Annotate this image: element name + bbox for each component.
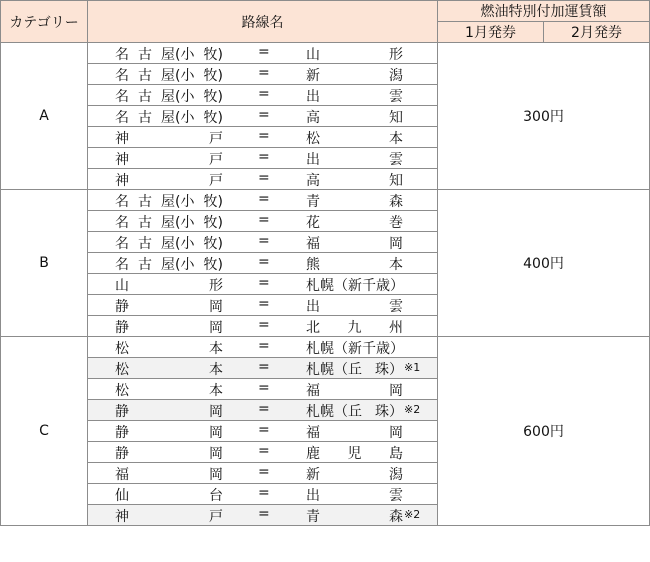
origin-text-part: 屋(小	[161, 47, 195, 63]
category-cell: A	[1, 43, 88, 190]
route-separator: =	[258, 401, 270, 417]
route-cell	[88, 358, 438, 379]
origin-text-part: 本	[209, 341, 223, 357]
table-row	[1, 190, 650, 211]
destination-text-part: 形	[389, 47, 403, 63]
route-separator: =	[258, 65, 270, 81]
destination-text-part: 出	[306, 299, 320, 315]
origin-text-part: 静	[115, 404, 129, 420]
route-separator: =	[258, 149, 270, 165]
destination-text-part: 花	[306, 215, 320, 231]
destination-text-part: 札幌（新千歳）	[306, 278, 404, 294]
destination-airport	[306, 443, 403, 463]
origin-airport	[115, 380, 223, 400]
origin-text-part: 岡	[209, 425, 223, 441]
origin-text-part: 山	[115, 278, 129, 294]
origin-text-part: 名	[115, 236, 129, 252]
origin-text-part: 台	[209, 488, 223, 504]
origin-text-part: 牧)	[203, 68, 223, 84]
destination-text-part: 本	[389, 257, 403, 273]
route-separator: =	[258, 443, 270, 459]
destination-airport	[306, 296, 403, 316]
category-cell: B	[1, 190, 88, 337]
route-cell	[88, 127, 438, 148]
destination-text-part: 森	[389, 194, 403, 210]
origin-airport	[115, 107, 223, 127]
origin-text-part: 古	[138, 236, 153, 252]
origin-text-part: 牧)	[203, 215, 223, 231]
origin-text-part: 神	[115, 509, 129, 525]
origin-airport	[115, 317, 223, 337]
origin-airport	[115, 401, 223, 421]
destination-airport	[306, 317, 403, 337]
destination-text-part: 福	[306, 383, 320, 399]
origin-airport	[115, 44, 223, 64]
origin-text-part: 名	[115, 68, 129, 84]
origin-airport	[115, 65, 223, 85]
origin-text-part: 名	[115, 257, 129, 273]
origin-text-part: 松	[115, 383, 129, 399]
destination-airport	[306, 380, 403, 400]
route-separator: =	[258, 254, 270, 270]
destination-airport	[306, 254, 403, 274]
origin-text-part: 形	[209, 278, 223, 294]
origin-text-part: 古	[138, 89, 153, 105]
route-separator: =	[258, 191, 270, 207]
table-row	[1, 43, 650, 64]
route-separator: =	[258, 485, 270, 501]
origin-text-part: 古	[138, 110, 153, 126]
destination-text-part: 雲	[389, 152, 403, 168]
destination-airport	[306, 212, 403, 232]
destination-airport	[306, 149, 403, 169]
route-separator: =	[258, 86, 270, 102]
origin-text-part: 名	[115, 215, 129, 231]
destination-airport	[306, 44, 403, 64]
destination-airport	[306, 86, 403, 106]
destination-text-part: 山	[306, 47, 320, 63]
origin-airport	[115, 212, 223, 232]
header-january-issue: 1月発券	[438, 22, 544, 43]
origin-text-part: 牧)	[203, 89, 223, 105]
route-separator: =	[258, 296, 270, 312]
origin-airport	[115, 422, 223, 442]
origin-text-part: 神	[115, 152, 129, 168]
header-february-issue: 2月発券	[544, 22, 650, 43]
destination-text-part: 知	[389, 173, 403, 189]
route-cell	[88, 442, 438, 463]
origin-airport	[115, 254, 223, 274]
origin-text-part: 古	[138, 68, 153, 84]
route-cell	[88, 274, 438, 295]
destination-text-part: 新	[306, 68, 320, 84]
route-cell	[88, 463, 438, 484]
route-separator: =	[258, 338, 270, 354]
route-cell	[88, 421, 438, 442]
destination-airport	[306, 401, 403, 421]
origin-text-part: 福	[115, 467, 129, 483]
route-separator: =	[258, 170, 270, 186]
footnote-mark: ※1	[404, 361, 421, 374]
origin-airport	[115, 275, 223, 295]
destination-airport	[306, 338, 403, 358]
destination-text-part: 札幌（新千歳）	[306, 341, 404, 357]
destination-airport	[306, 128, 403, 148]
route-cell	[88, 253, 438, 274]
origin-text-part: 静	[115, 320, 129, 336]
origin-text-part: 岡	[209, 320, 223, 336]
destination-airport	[306, 233, 403, 253]
header-surcharge: 燃油特別付加運賃額	[438, 1, 650, 22]
origin-text-part: 古	[138, 257, 153, 273]
destination-text-part: 児	[347, 446, 362, 462]
origin-text-part: 名	[115, 89, 129, 105]
origin-text-part: 静	[115, 425, 129, 441]
destination-text-part: 熊	[306, 257, 320, 273]
route-separator: =	[258, 464, 270, 480]
origin-text-part: 松	[115, 362, 129, 378]
origin-text-part: 牧)	[203, 236, 223, 252]
destination-text-part: 珠）	[375, 362, 403, 378]
origin-airport	[115, 338, 223, 358]
origin-text-part: 仙	[115, 488, 129, 504]
destination-text-part: 潟	[389, 467, 403, 483]
origin-text-part: 戸	[209, 509, 223, 525]
origin-text-part: 神	[115, 131, 129, 147]
origin-text-part: 屋(小	[161, 110, 195, 126]
origin-text-part: 松	[115, 341, 129, 357]
origin-text-part: 牧)	[203, 47, 223, 63]
destination-text-part: 出	[306, 152, 320, 168]
destination-text-part: 雲	[389, 299, 403, 315]
origin-text-part: 名	[115, 194, 129, 210]
destination-text-part: 雲	[389, 488, 403, 504]
origin-text-part: 古	[138, 194, 153, 210]
surcharge-amount: 600円	[438, 337, 650, 526]
origin-text-part: 名	[115, 110, 129, 126]
route-cell	[88, 379, 438, 400]
destination-text-part: 出	[306, 488, 320, 504]
route-separator: =	[258, 359, 270, 375]
header-route: 路線名	[88, 1, 438, 43]
destination-text-part: 岡	[389, 236, 403, 252]
origin-text-part: 牧)	[203, 257, 223, 273]
destination-text-part: 雲	[389, 89, 403, 105]
route-cell	[88, 484, 438, 505]
destination-text-part: 新	[306, 467, 320, 483]
route-separator: =	[258, 506, 270, 522]
origin-text-part: 静	[115, 446, 129, 462]
destination-text-part: 九	[347, 320, 362, 336]
surcharge-amount: 400円	[438, 190, 650, 337]
route-cell	[88, 169, 438, 190]
origin-text-part: 牧)	[203, 194, 223, 210]
origin-text-part: 岡	[209, 446, 223, 462]
destination-text-part: 潟	[389, 68, 403, 84]
origin-text-part: 本	[209, 362, 223, 378]
destination-text-part: 珠）	[375, 404, 403, 420]
destination-text-part: 松	[306, 131, 320, 147]
origin-text-part: 静	[115, 299, 129, 315]
category-cell: C	[1, 337, 88, 526]
destination-text-part: 青	[306, 194, 320, 210]
destination-text-part: 出	[306, 89, 320, 105]
footnote-mark: ※2	[404, 508, 421, 521]
route-cell	[88, 232, 438, 253]
destination-airport	[306, 422, 403, 442]
destination-airport	[306, 485, 403, 505]
destination-airport	[306, 65, 403, 85]
route-separator: =	[258, 317, 270, 333]
route-separator: =	[258, 380, 270, 396]
destination-text-part: 森	[389, 509, 403, 525]
destination-text-part: 高	[306, 173, 320, 189]
destination-text-part: 本	[389, 131, 403, 147]
destination-text-part: 岡	[389, 425, 403, 441]
origin-airport	[115, 86, 223, 106]
origin-text-part: 岡	[209, 467, 223, 483]
origin-text-part: 戸	[209, 152, 223, 168]
route-separator: =	[258, 275, 270, 291]
route-cell	[88, 211, 438, 232]
destination-airport	[306, 170, 403, 190]
destination-text-part: 島	[389, 446, 403, 462]
surcharge-amount: 300円	[438, 43, 650, 190]
destination-text-part: 岡	[389, 383, 403, 399]
origin-airport	[115, 170, 223, 190]
origin-airport	[115, 296, 223, 316]
destination-text-part: 巻	[389, 215, 403, 231]
route-cell	[88, 85, 438, 106]
destination-text-part: 青	[306, 509, 320, 525]
origin-text-part: 屋(小	[161, 215, 195, 231]
destination-text-part: 州	[389, 320, 403, 336]
origin-text-part: 本	[209, 383, 223, 399]
origin-text-part: 神	[115, 173, 129, 189]
route-cell	[88, 64, 438, 85]
table-body	[1, 43, 650, 526]
route-cell	[88, 106, 438, 127]
origin-text-part: 屋(小	[161, 194, 195, 210]
destination-airport	[306, 107, 403, 127]
route-separator: =	[258, 212, 270, 228]
destination-airport	[306, 275, 403, 295]
route-separator: =	[258, 422, 270, 438]
route-separator: =	[258, 107, 270, 123]
origin-airport	[115, 233, 223, 253]
origin-airport	[115, 191, 223, 211]
destination-text-part: 知	[389, 110, 403, 126]
route-cell	[88, 43, 438, 64]
origin-text-part: 岡	[209, 404, 223, 420]
destination-text-part: 北	[306, 320, 320, 336]
origin-airport	[115, 359, 223, 379]
origin-text-part: 岡	[209, 299, 223, 315]
origin-text-part: 古	[138, 215, 153, 231]
destination-airport	[306, 191, 403, 211]
destination-airport	[306, 359, 403, 379]
route-cell	[88, 190, 438, 211]
origin-text-part: 屋(小	[161, 236, 195, 252]
route-separator: =	[258, 44, 270, 60]
route-cell	[88, 337, 438, 358]
origin-text-part: 屋(小	[161, 89, 195, 105]
origin-airport	[115, 128, 223, 148]
origin-airport	[115, 149, 223, 169]
origin-airport	[115, 506, 223, 526]
origin-text-part: 屋(小	[161, 68, 195, 84]
destination-text-part: 福	[306, 236, 320, 252]
destination-airport	[306, 506, 403, 526]
origin-text-part: 屋(小	[161, 257, 195, 273]
route-cell	[88, 148, 438, 169]
route-cell	[88, 505, 438, 526]
destination-airport	[306, 464, 403, 484]
origin-text-part: 戸	[209, 173, 223, 189]
destination-text-part: 札幌（丘	[306, 362, 362, 378]
destination-text-part: 福	[306, 425, 320, 441]
destination-text-part: 高	[306, 110, 320, 126]
origin-text-part: 古	[138, 47, 153, 63]
destination-text-part: 鹿	[306, 446, 320, 462]
header-category: カテゴリー	[1, 1, 88, 43]
origin-text-part: 戸	[209, 131, 223, 147]
footnote-mark: ※2	[404, 403, 421, 416]
origin-text-part: 名	[115, 47, 129, 63]
destination-text-part: 札幌（丘	[306, 404, 362, 420]
route-cell	[88, 295, 438, 316]
table-row	[1, 337, 650, 358]
route-separator: =	[258, 128, 270, 144]
origin-airport	[115, 464, 223, 484]
route-cell	[88, 400, 438, 421]
route-cell	[88, 316, 438, 337]
origin-airport	[115, 443, 223, 463]
route-separator: =	[258, 233, 270, 249]
origin-airport	[115, 485, 223, 505]
origin-text-part: 牧)	[203, 110, 223, 126]
